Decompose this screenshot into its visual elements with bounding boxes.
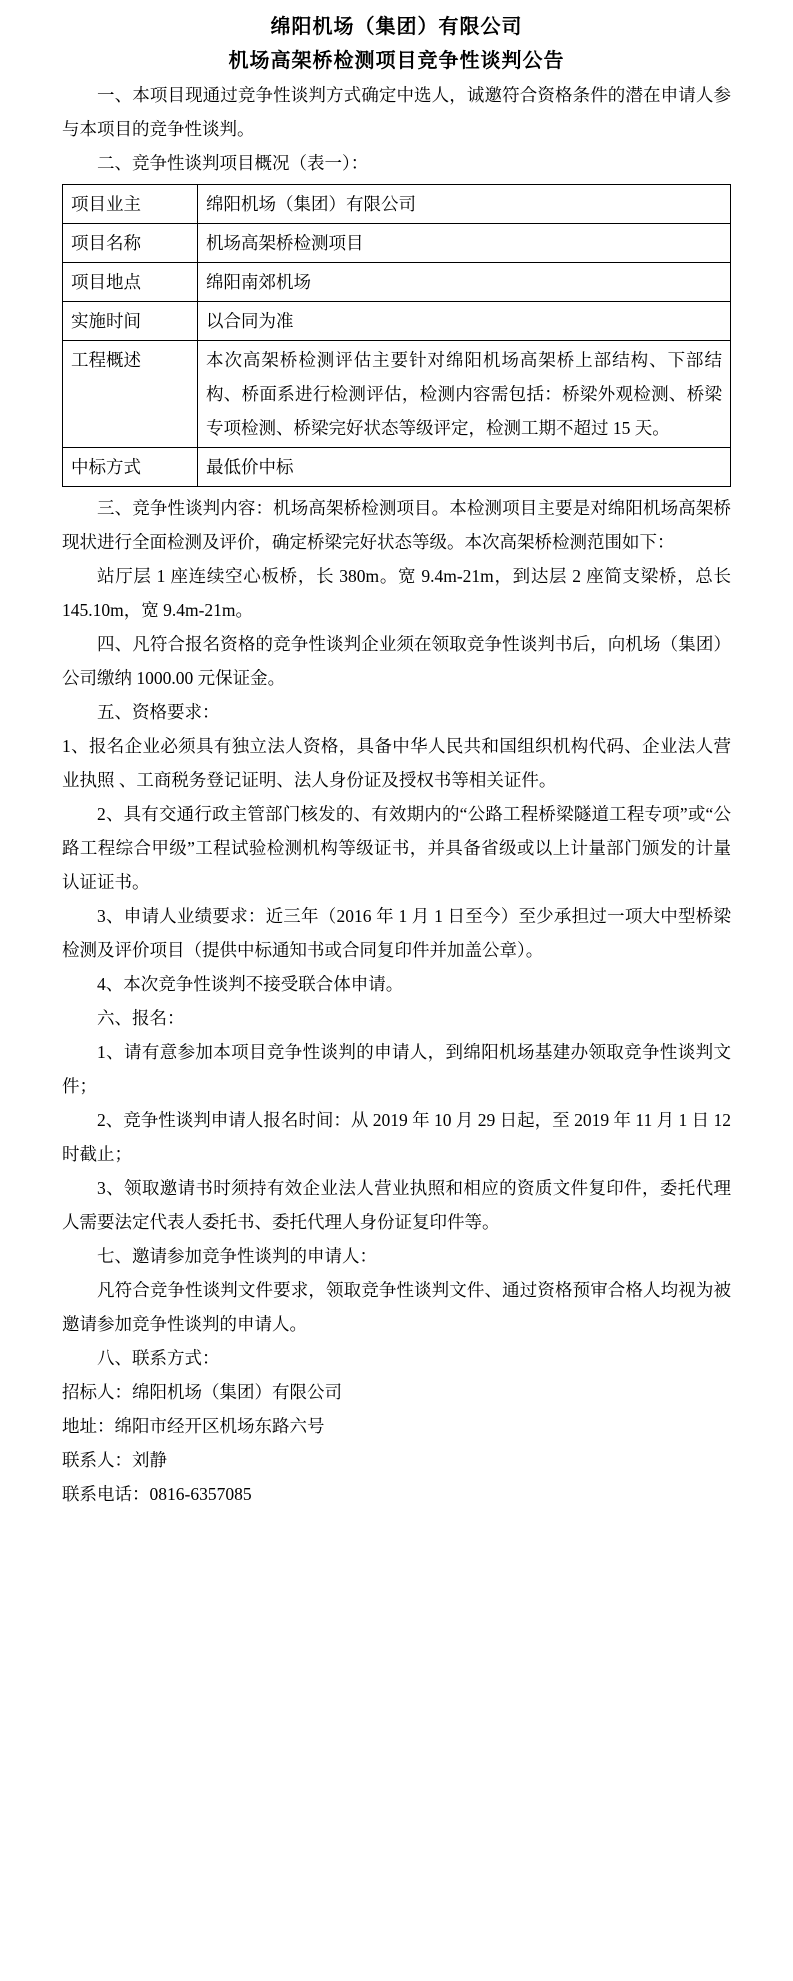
paragraph-6-qualification-heading: 五、资格要求： — [97, 702, 220, 722]
table-cell-value: 最低价中标 — [198, 448, 731, 487]
table-cell-label: 中标方式 — [63, 448, 198, 487]
paragraph-16: 凡符合竞争性谈判文件要求，领取竞争性谈判文件、通过资格预审合格人均视为被邀请参加竞争性谈判的申请人。 — [62, 1280, 731, 1334]
table-cell-label: 项目名称 — [63, 224, 198, 263]
project-overview-table — [62, 184, 731, 487]
table-row — [63, 302, 731, 341]
paragraph-13: 2、竞争性谈判申请人报名时间：从 2019 年 10 月 29 日起，至 2019 年 11 月 1 日 12 时截止； — [62, 1110, 731, 1164]
paragraph-9: 3、申请人业绩要求：近三年（2016 年 1 月 1 日至今）至少承担过一项大中型桥梁检测及评价项目（提供中标通知书或合同复印件并加盖公章）。 — [62, 906, 731, 960]
paragraph-7: 1、报名企业必须具有独立法人资格，具备中华人民共和国组织机构代码、企业法人营业执照 、工商税务登记证明、法人身份证及授权书等相关证件。 — [62, 736, 731, 790]
paragraph-15-invitation-heading: 七、邀请参加竞争性谈判的申请人： — [97, 1246, 377, 1266]
table-cell-label: 实施时间 — [63, 302, 198, 341]
paragraph-12: 1、请有意参加本项目竞争性谈判的申请人，到绵阳机场基建办领取竞争性谈判文件； — [62, 1042, 731, 1096]
table-cell-value: 绵阳南郊机场 — [198, 263, 731, 302]
paragraph-11-registration-heading: 六、报名： — [97, 1008, 185, 1028]
paragraph-5: 四、凡符合报名资格的竞争性谈判企业须在领取竞争性谈判书后，向机场（集团）公司缴纳 1000.00 元保证金。 — [62, 634, 731, 688]
document-title-line-2: 机场高架桥检测项目竞争性谈判公告 — [228, 50, 565, 72]
table-row — [63, 224, 731, 263]
table-cell-value: 绵阳机场（集团）有限公司 — [198, 185, 731, 224]
table-cell-label: 项目地点 — [63, 263, 198, 302]
contact-person: 联系人：刘静 — [62, 1450, 167, 1470]
table-row — [63, 185, 731, 224]
contact-address: 地址：绵阳市经开区机场东路六号 — [62, 1416, 325, 1436]
paragraph-10: 4、本次竞争性谈判不接受联合体申请。 — [97, 974, 404, 994]
paragraph-1: 一、本项目现通过竞争性谈判方式确定中选人，诚邀符合资格条件的潜在申请人参与本项目的竞争性谈判。 — [62, 85, 731, 139]
table-cell-value: 机场高架桥检测项目 — [198, 224, 731, 263]
table-row — [63, 341, 731, 448]
contact-bidder: 招标人：绵阳机场（集团）有限公司 — [62, 1382, 342, 1402]
paragraph-14: 3、领取邀请书时须持有效企业法人营业执照和相应的资质文件复印件，委托代理人需要法定代表人委托书、委托代理人身份证复印件等。 — [62, 1178, 731, 1232]
paragraph-2: 二、竞争性谈判项目概况（表一）： — [97, 153, 369, 173]
paragraph-4: 站厅层 1 座连续空心板桥，长 380m。宽 9.4m-21m，到达层 2 座简支梁桥，总长 145.10m，宽 9.4m-21m。 — [62, 566, 731, 620]
paragraph-17-contact-heading: 八、联系方式： — [97, 1348, 220, 1368]
table-row — [63, 263, 731, 302]
table-cell-value: 本次高架桥检测评估主要针对绵阳机场高架桥上部结构、下部结构、桥面系进行检测评估，检测内容需包括：桥梁外观检测、桥梁专项检测、桥梁完好状态等级评定，检测工期不超过 15 天。 — [198, 341, 731, 448]
table-row — [63, 448, 731, 487]
contact-phone: 联系电话：0816-6357085 — [62, 1484, 252, 1504]
table-cell-label: 工程概述 — [63, 341, 198, 448]
table-cell-value: 以合同为准 — [198, 302, 731, 341]
paragraph-8: 2、具有交通行政主管部门核发的、有效期内的“公路工程桥梁隧道工程专项”或“公路工程综合甲级”工程试验检测机构等级证书，并具备省级或以上计量部门颁发的计量认证证书。 — [62, 804, 731, 892]
paragraph-3: 三、竞争性谈判内容：机场高架桥检测项目。本检测项目主要是对绵阳机场高架桥现状进行全面检测及评价，确定桥梁完好状态等级。本次高架桥检测范围如下： — [62, 498, 731, 552]
table-cell-label: 项目业主 — [63, 185, 198, 224]
document-title-line-1: 绵阳机场（集团）有限公司 — [270, 16, 523, 38]
